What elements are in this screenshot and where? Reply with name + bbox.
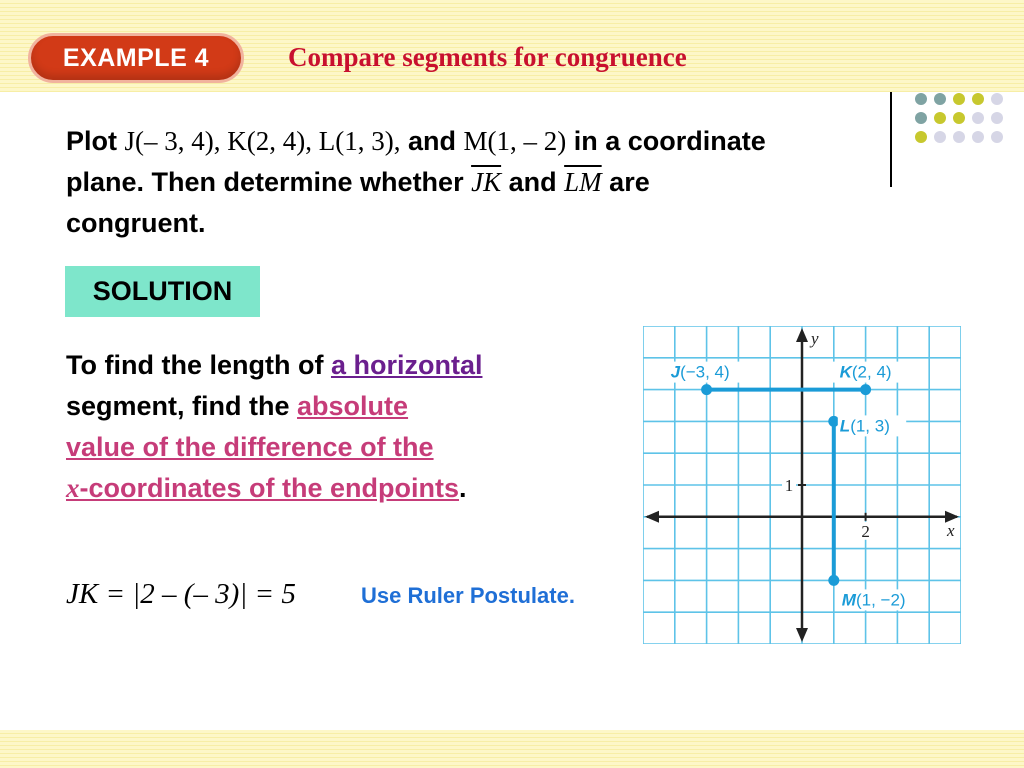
x-axis-label: x [947,520,955,540]
point-letter: K [839,362,852,382]
point-letter: J [670,362,681,382]
point-k [860,384,871,395]
problem-statement [66,121,966,244]
explanation-text [66,345,646,509]
problem-and-word: and [407,126,456,156]
y-axis-label: y [811,329,819,348]
decor-dot [953,93,965,105]
problem-points: J(– 3, 4), K(2, 4), L(1, 3), [124,126,401,156]
jk-equation-text: JK = |2 – (– 3)| = 5 [66,578,296,610]
footer-band [0,730,1024,768]
ruler-postulate-note: Use Ruler Postulate. [361,583,575,608]
problem-are-word: are [609,167,650,197]
example-badge [28,33,244,83]
x-variable: x [66,473,80,503]
decor-dot [915,93,927,105]
point-coords: (2, 4) [851,362,892,382]
point-letter: M [841,590,856,610]
example-badge-label: EXAMPLE 4 [62,43,210,72]
problem-plot-word: Plot [66,126,117,156]
point-label-l [840,416,890,435]
horizontal-segment-link[interactable]: a horizontal [330,350,483,380]
difference-link[interactable]: value of the difference of the [66,432,434,462]
slide-title: Compare segments for congruence [288,42,687,72]
point-l [828,416,839,427]
explanation-part2: segment, find the [66,391,290,421]
jk-equation [66,578,296,611]
decor-dot [972,93,984,105]
point-label-k [840,363,892,382]
explanation-period: . [459,473,467,503]
solution-label: SOLUTION [65,266,260,317]
explanation-part1: To find the length of [66,350,324,380]
point-label-j [671,363,730,382]
x-coordinates-text: -coordinates of the endpoints [79,473,460,503]
segment-lm-label: $\overline{LM}$ [564,167,602,197]
problem-m-point: M(1, – 2) [463,126,567,156]
x-coordinates-link[interactable] [66,473,459,503]
problem-line2-start: plane. Then determine whether [66,167,464,197]
coordinate-plane [643,326,961,644]
point-label-m [842,590,906,609]
problem-line3: congruent. [66,208,206,238]
point-j [701,384,712,395]
decor-dot [991,112,1003,124]
segment-jk-label: $\overline{JK}$ [471,167,502,197]
point-m [828,575,839,586]
decor-dot [934,93,946,105]
decor-dot [991,93,1003,105]
decor-dot [972,112,984,124]
point-coords: (1, 3) [850,416,890,436]
absolute-value-link[interactable]: absolute [297,391,409,421]
y-tick-label: 1 [784,476,794,495]
problem-and-word-2: and [508,167,557,197]
point-letter: L [839,416,851,436]
point-coords: (−3, 4) [680,362,730,382]
point-coords: (1, −2) [855,590,906,610]
x-tick-label: 2 [861,521,870,541]
problem-line1-end: in a coordinate [573,126,766,156]
decor-dot [991,131,1003,143]
decor-dot [972,131,984,143]
